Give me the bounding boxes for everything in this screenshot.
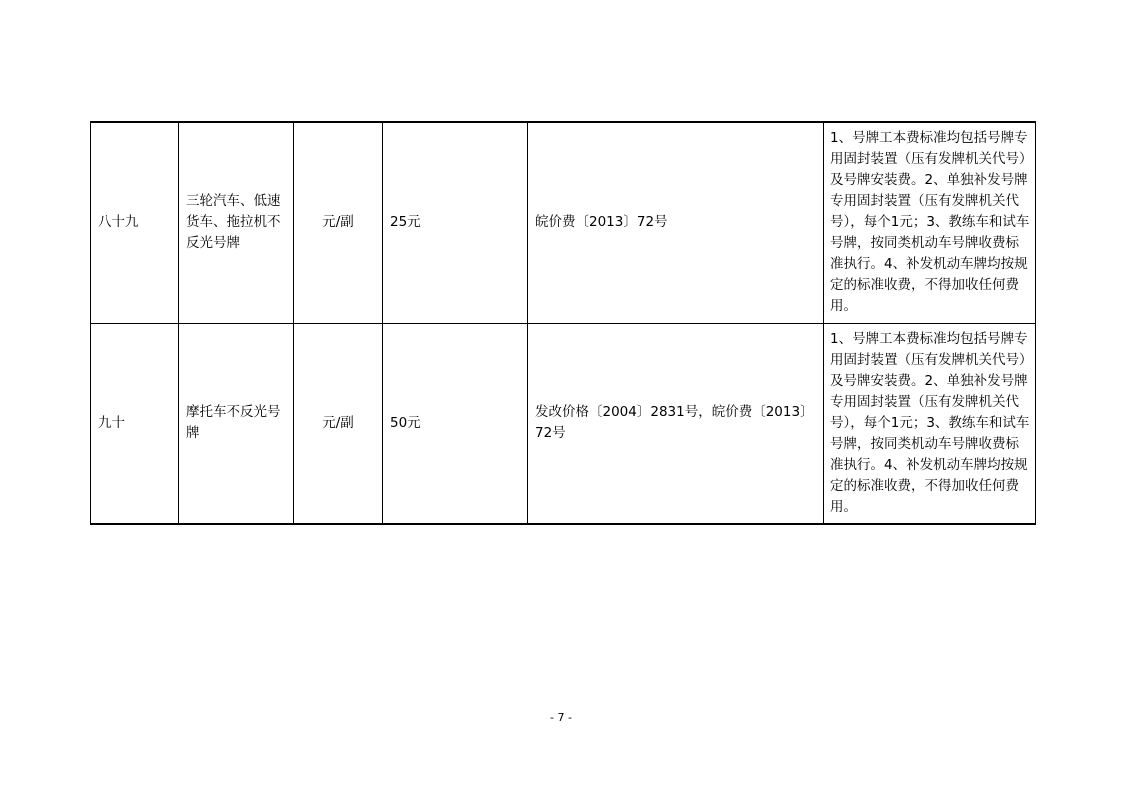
unit-cell: 元/副 bbox=[294, 323, 383, 524]
notes-cell: 1、号牌工本费标准均包括号牌专用固封装置（压有发牌机关代号）及号牌安装费。2、单独补发号牌专用固封装置（压有发牌机关代号），每个1元；3、教练车和试车号牌，按同类机动车号牌收费标准执行。4、补发机动车牌均按规定的标准收费，不得加收任何费用。 bbox=[824, 323, 1036, 524]
price-cell: 50元 bbox=[383, 323, 528, 524]
table-row bbox=[91, 122, 1036, 323]
notes-cell: 1、号牌工本费标准均包括号牌专用固封装置（压有发牌机关代号）及号牌安装费。2、单独补发号牌专用固封装置（压有发牌机关代号），每个1元；3、教练车和试车号牌，按同类机动车号牌收费标准执行。4、补发机动车牌均按规定的标准收费，不得加收任何费用。 bbox=[824, 122, 1036, 323]
basis-cell: 皖价费〔2013〕72号 bbox=[528, 122, 824, 323]
row-number-cell: 八十九 bbox=[91, 122, 179, 323]
basis-cell: 发改价格〔2004〕2831号，皖价费〔2013〕72号 bbox=[528, 323, 824, 524]
page-number: - 7 - bbox=[550, 711, 572, 724]
row-number-cell: 九十 bbox=[91, 323, 179, 524]
fee-table bbox=[90, 121, 1036, 525]
price-cell: 25元 bbox=[383, 122, 528, 323]
item-name-cell: 摩托车不反光号牌 bbox=[179, 323, 294, 524]
item-name-cell: 三轮汽车、低速货车、拖拉机不反光号牌 bbox=[179, 122, 294, 323]
unit-cell: 元/副 bbox=[294, 122, 383, 323]
table-row bbox=[91, 323, 1036, 524]
